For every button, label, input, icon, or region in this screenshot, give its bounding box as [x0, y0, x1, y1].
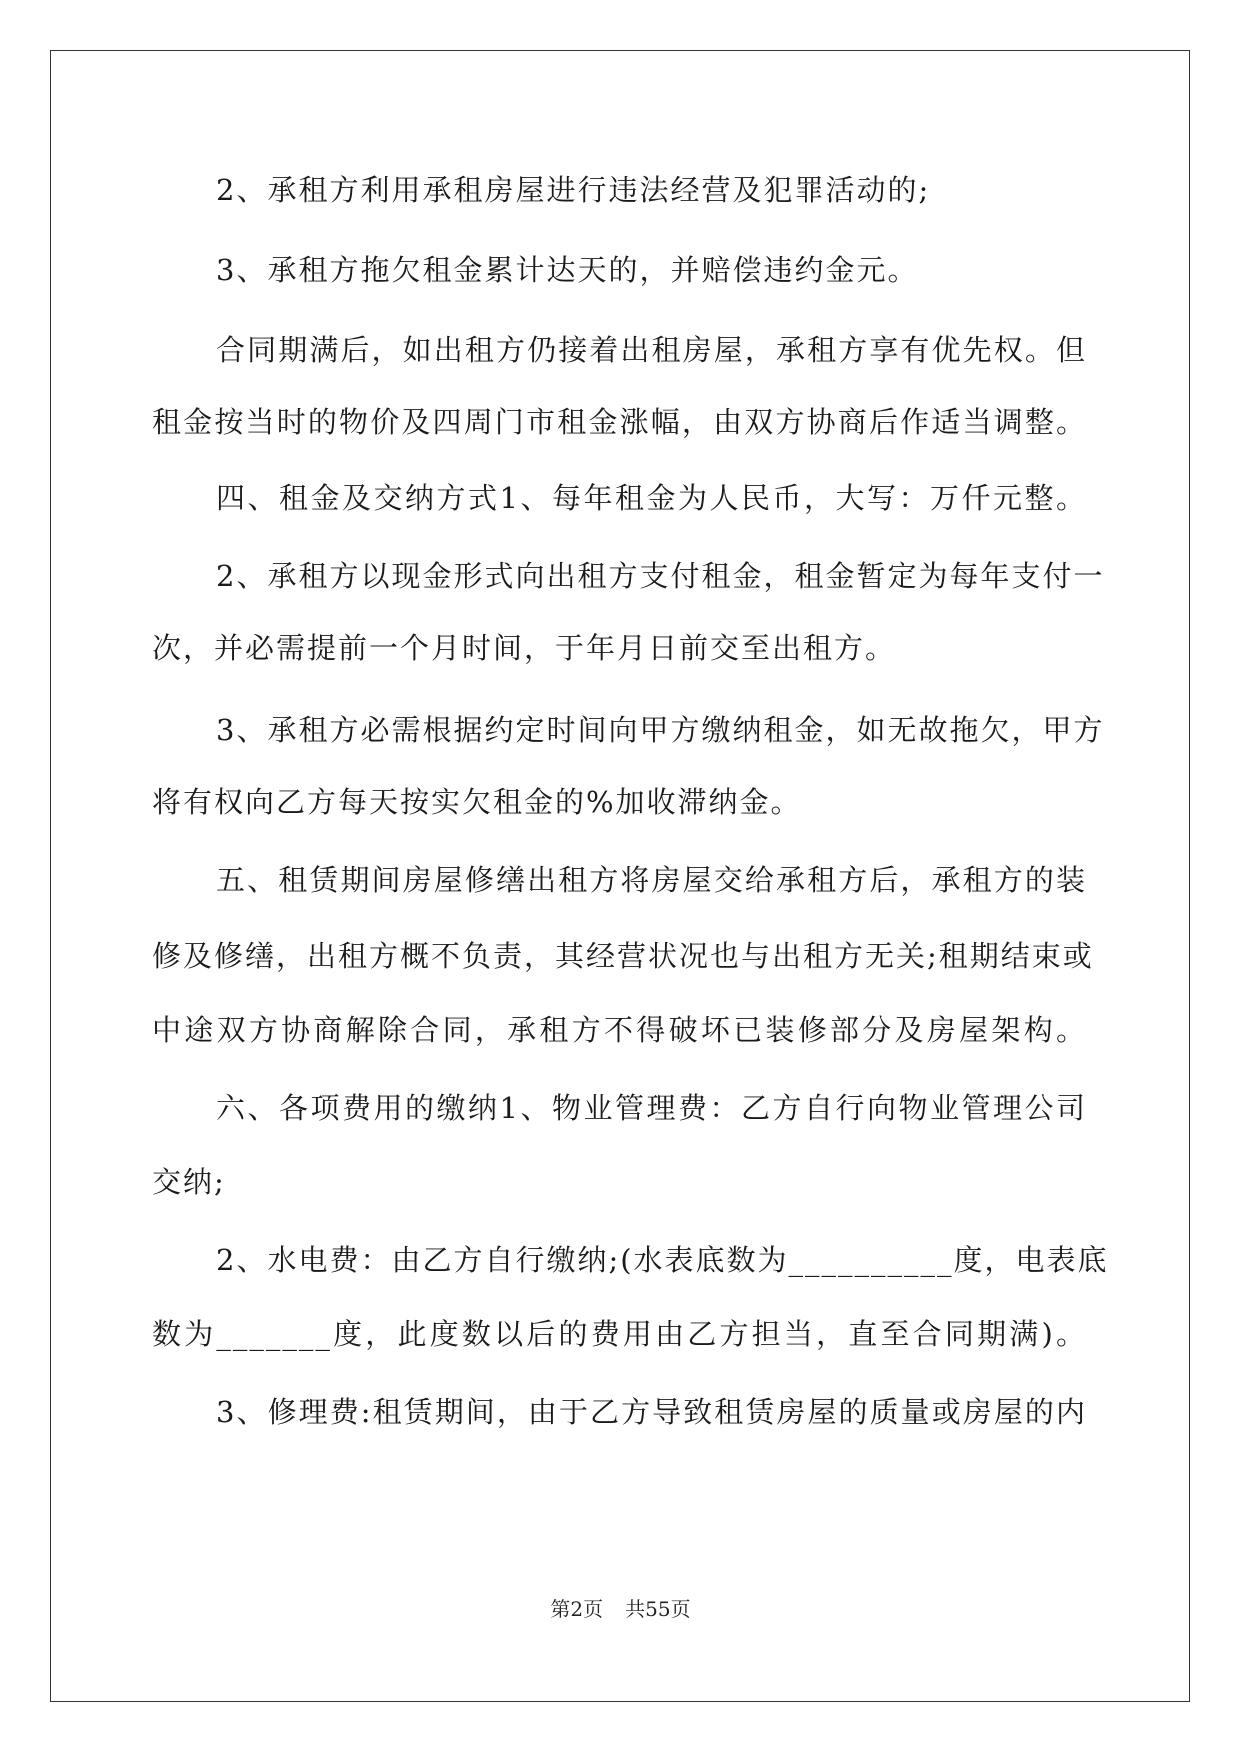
- page-total: 共55页: [625, 1597, 691, 1621]
- page-number: 第2页: [550, 1597, 604, 1621]
- paragraph-line: 数为_______度，此度数以后的费用由乙方担当，直至合同期满)。: [152, 1317, 1087, 1351]
- paragraph-line: 3、承租方拖欠租金累计达天的，并赔偿违约金元。: [216, 253, 919, 287]
- paragraph-line: 六、各项费用的缴纳1、物业管理费：乙方自行向物业管理公司: [216, 1091, 1087, 1125]
- paragraph-line: 四、租金及交纳方式1、每年租金为人民币，大写：万仟元整。: [216, 481, 1087, 515]
- paragraph-line: 次，并必需提前一个月时间，于年月日前交至出租方。: [152, 631, 897, 665]
- paragraph-line: 租金按当时的物价及四周门市租金涨幅，由双方协商后作适当调整。: [152, 405, 1087, 439]
- paragraph-line: 交纳;: [152, 1165, 226, 1199]
- paragraph-line: 3、承租方必需根据约定时间向甲方缴纳租金，如无故拖欠，甲方: [216, 713, 1105, 747]
- paragraph-line: 修及修缮，出租方概不负责，其经营状况也与出租方无关;租期结束或: [152, 939, 1094, 973]
- page-footer: [0, 1596, 1241, 1622]
- paragraph-line: 合同期满后，如出租方仍接着出租房屋，承租方享有优先权。但: [216, 333, 1087, 367]
- paragraph-line: 2、水电费：由乙方自行缴纳;(水表底数为__________度，电表底: [216, 1243, 1109, 1277]
- paragraph-line: 五、租赁期间房屋修缮出租方将房屋交给承租方后，承租方的装: [216, 863, 1087, 897]
- paragraph-line: 3、修理费:租赁期间，由于乙方导致租赁房屋的质量或房屋的内: [216, 1395, 1087, 1429]
- paragraph-line: 将有权向乙方每天按实欠租金的%加收滞纳金。: [152, 785, 802, 819]
- paragraph-line: 2、承租方以现金形式向出租方支付租金，租金暂定为每年支付一: [216, 559, 1105, 593]
- paragraph-line: 中途双方协商解除合同，承租方不得破坏已装修部分及房屋架构。: [152, 1013, 1087, 1047]
- paragraph-line: 2、承租方利用承租房屋进行违法经营及犯罪活动的;: [216, 173, 931, 207]
